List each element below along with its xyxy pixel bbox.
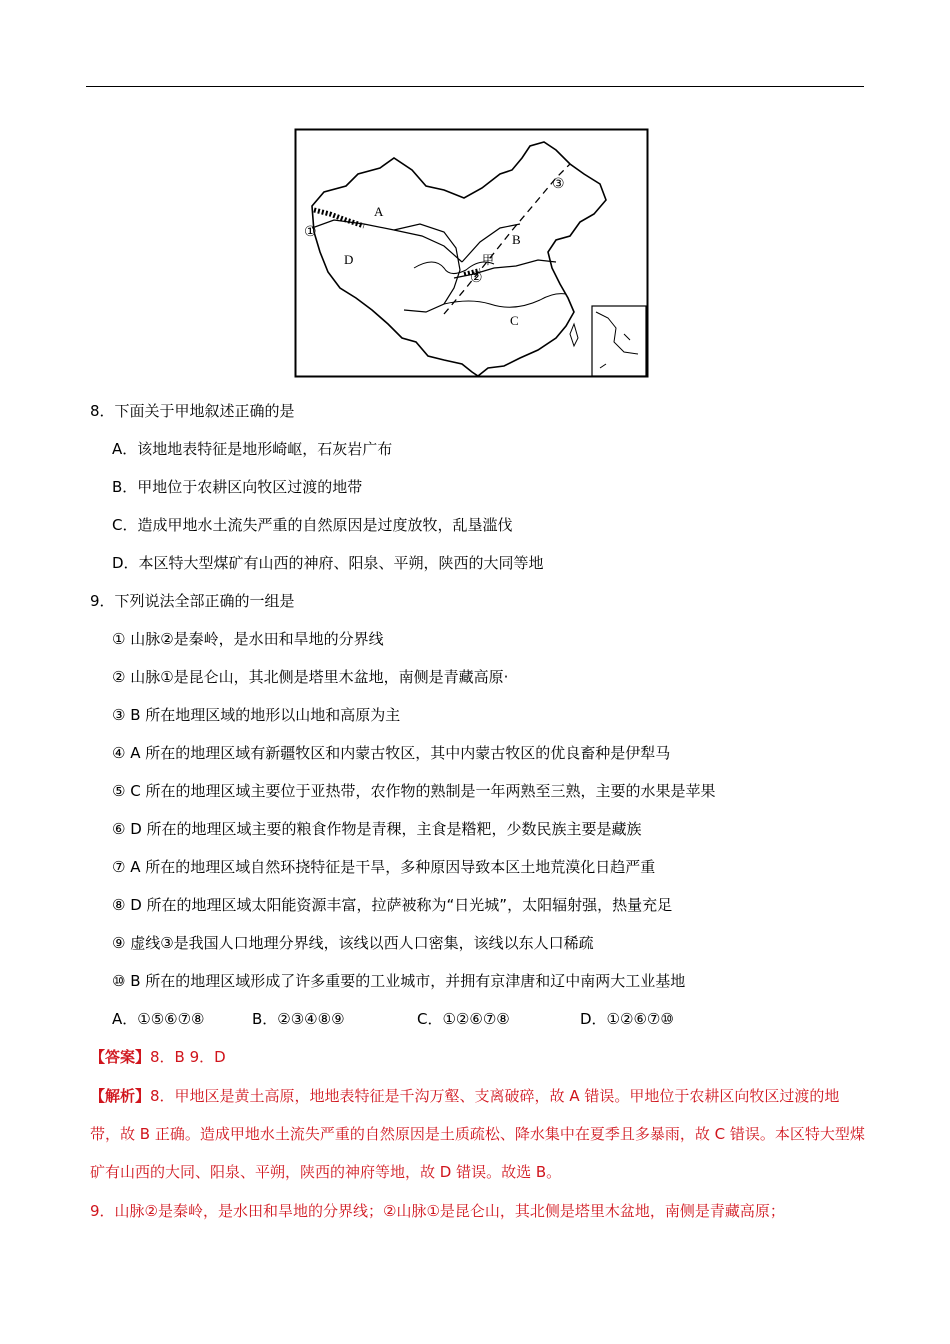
answer-tag: 【答案】 <box>90 1048 151 1066</box>
label-2: ② <box>470 270 483 286</box>
label-jia: 甲 <box>482 253 495 267</box>
q9-item-10: ⑩ B 所在的地理区域形成了许多重要的工业城市，并拥有京津唐和辽中南两大工业基地 <box>112 972 686 990</box>
label-1: ① <box>304 224 317 240</box>
china-region-map <box>294 128 650 378</box>
q8-option-c: C．造成甲地水土流失严重的自然原因是过度放牧，乱垦滥伐 <box>112 516 513 534</box>
analysis-text-1: 8．甲地区是黄土高原，地地表特征是千沟万壑、支离破碎，故 A 错误。甲地位于农耕区向牧区过渡的地带，故 B 正确。造成甲地水土流失严重的自然原因是土质疏松、降水集中在夏季且多暴雨，故 C 错误。本区特大型煤矿有山西的大同、阳泉、平朔，陕西的神府等地，故 D 错误。故选 B。 <box>90 1087 865 1181</box>
analysis-paragraph-2: 9．山脉②是秦岭，是水田和旱地的分界线；②山脉①是昆仑山，其北侧是塔里木盆地，南侧是青藏高原； <box>90 1202 785 1220</box>
q9-option-b: B．②③④⑧⑨ <box>252 1010 345 1028</box>
q8-option-a: A．该地地表特征是地形崎岖，石灰岩广布 <box>112 440 393 458</box>
q9-stem: 9．下列说法全部正确的一组是 <box>90 592 295 610</box>
label-c: C <box>510 313 519 328</box>
answer-text: 8．B 9．D <box>150 1048 226 1066</box>
analysis-tag: 【解析】 <box>90 1087 151 1105</box>
inset-box <box>592 306 646 376</box>
q9-options <box>112 1009 674 1029</box>
q9-option-c: C．①②⑥⑦⑧ <box>417 1010 510 1028</box>
q8-option-d: D．本区特大型煤矿有山西的神府、阳泉、平朔，陕西的大同等地 <box>112 554 544 572</box>
q8-stem: 8．下面关于甲地叙述正确的是 <box>90 402 295 420</box>
answer-line <box>90 1047 226 1067</box>
q9-option-d: D．①②⑥⑦⑩ <box>580 1010 674 1028</box>
label-b: B <box>512 232 521 247</box>
label-3: ③ <box>552 176 565 192</box>
q9-item-3: ③ B 所在地理区域的地形以山地和高原为主 <box>112 706 401 724</box>
q9-item-8: ⑧ D 所在的地理区域太阳能资源丰富，拉萨被称为“日光城”，太阳辐射强，热量充足 <box>112 896 673 914</box>
q9-item-7: ⑦ A 所在的地理区域自然环挠特征是干旱，多种原因导致本区土地荒漠化日趋严重 <box>112 858 656 876</box>
q9-item-2: ② 山脉①是昆仑山，其北侧是塔里木盆地，南侧是青藏高原· <box>112 668 509 686</box>
q9-item-5: ⑤ C 所在的地理区域主要位于亚热带，农作物的熟制是一年两熟至三熟，主要的水果是苹果 <box>112 782 716 800</box>
q9-item-4: ④ A 所在的地理区域有新疆牧区和内蒙古牧区，其中内蒙古牧区的优良畜种是伊犁马 <box>112 744 671 762</box>
q9-option-a: A．①⑤⑥⑦⑧ <box>112 1010 205 1028</box>
q9-item-9: ⑨ 虚线③是我国人口地理分界线，该线以西人口密集，该线以东人口稀疏 <box>112 934 594 952</box>
q8-option-b: B．甲地位于农耕区向牧区过渡的地带 <box>112 478 363 496</box>
header-rule <box>86 86 864 87</box>
q9-item-6: ⑥ D 所在的地理区域主要的粮食作物是青稞，主食是糌粑，少数民族主要是藏族 <box>112 820 642 838</box>
analysis-paragraph-1 <box>90 1077 868 1191</box>
label-d: D <box>344 252 354 267</box>
q9-item-1: ① 山脉②是秦岭，是水田和旱地的分界线 <box>112 630 384 648</box>
label-a: A <box>374 204 384 219</box>
